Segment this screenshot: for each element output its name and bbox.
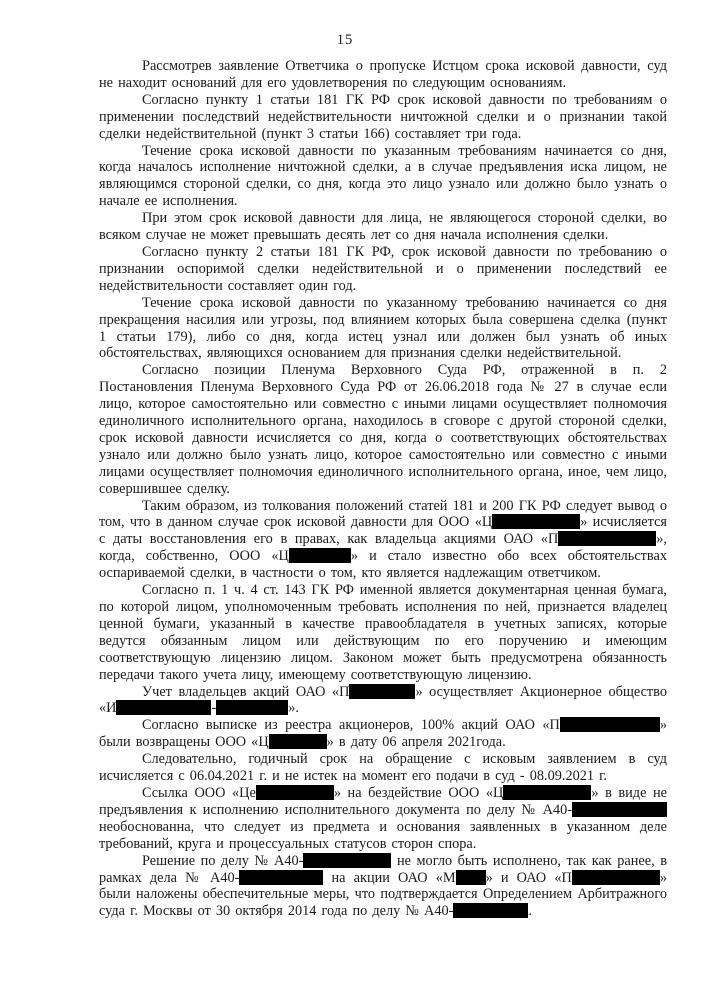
redaction-box bbox=[269, 734, 327, 749]
redaction-box bbox=[216, 700, 288, 715]
redaction-box bbox=[289, 548, 351, 563]
redaction-box bbox=[256, 785, 334, 800]
paragraph: Согласно пункту 2 статьи 181 ГК РФ, срок исковой давности по требованию о признании оспоримой сделки недействительной и о применении последствий ее недействительности составляет один год. bbox=[99, 243, 667, 294]
page-number: 15 bbox=[336, 32, 354, 48]
redaction-box bbox=[116, 700, 211, 715]
paragraph: Течение срока исковой давности по указанному требованию начинается со дня прекращения насилия или угрозы, под влиянием которых была совершена сделка (пункт 1 статьи 179), либо со дня, когда истец узнал или должен был узнать об иных обстоятельствах, являющихся основанием для признания сделки недействительной. bbox=[99, 294, 667, 362]
paragraph: Ссылка ООО «Це » на бездействие ООО «Ц » в виде не предъявления к исполнению исполнительного документа по делу № А40- необоснованна, что следует из предмета и основания заявленных в указанном деле требований, круга и процессуальных статусов сторон спора. bbox=[99, 784, 667, 852]
document-body bbox=[99, 58, 667, 920]
paragraph: Решение по делу № А40- не могло быть исполнено, так как ранее, в рамках дела № А40- на акции ОАО «М » и ОАО «П » были наложены обеспечительные меры, что подтверждается Определением Арбитражного суда г. Москвы от 30 октября 2014 года по делу № А40- . bbox=[99, 852, 667, 920]
paragraph: Согласно пункту 1 статьи 181 ГК РФ срок исковой давности по требованиям о применении последствий недействительности ничтожной сделки и о признании такой сделки недействительной (пункт 3 статьи 166) составляет три года. bbox=[99, 91, 667, 142]
paragraph: При этом срок исковой давности для лица, не являющегося стороной сделки, во всяком случае не может превышать десять лет со дня начала исполнения сделки. bbox=[99, 210, 667, 244]
redaction-box bbox=[239, 870, 323, 885]
redaction-box bbox=[572, 870, 660, 885]
redaction-box bbox=[572, 802, 667, 817]
paragraph: Таким образом, из толкования положений статей 181 и 200 ГК РФ следует вывод о том, что в данном случае срок исковой давности для ООО «Ц » исчисляется с даты восстановления его в правах, как владельца акциями ОАО «П », когда, собственно, ООО «Ц » и стало известно обо всех обстоятельствах оспариваемой сделки, в частности о том, кто является надлежащим ответчиком. bbox=[99, 497, 667, 582]
paragraph: Рассмотрев заявление Ответчика о пропуске Истцом срока исковой давности, суд не находит оснований для его удовлетворения по следующим основаниям. bbox=[99, 58, 667, 91]
paragraph: Согласно выписке из реестра акционеров, 100% акций ОАО «П » были возвращены ООО «Ц » в дату 06 апреля 2021года. bbox=[99, 717, 667, 751]
redaction-box bbox=[349, 684, 415, 699]
paragraph: Согласно п. 1 ч. 4 ст. 143 ГК РФ именной является документарная ценная бумага, по которой лицом, уполномоченным требовать исполнения по ней, признается владелец ценной бумаги, указанный в качестве правообладателя в учетных записях, которые ведутся обязанным лицом или действующим по его поручению и имеющим соответствующую лицензию лицом. Законом может быть предусмотрена обязанность передачи такого учета лицу, имеющему соответствующую лицензию. bbox=[99, 582, 667, 683]
redaction-box bbox=[303, 853, 391, 868]
paragraph: Течение срока исковой давности по указанным требованиям начинается со дня, когда началось исполнение ничтожной сделки, а в случае предъявления иска лицом, не являющимся стороной сделки, со дня, когда это лицо узнало или должно было узнать о начале ее исполнения. bbox=[99, 142, 667, 210]
paragraph: Учет владельцев акций ОАО «П » осуществляет Акционерное общество «И - ». bbox=[99, 683, 667, 717]
redaction-box bbox=[558, 531, 656, 546]
redaction-box bbox=[456, 870, 486, 885]
redaction-box bbox=[492, 514, 580, 529]
paragraph: Согласно позиции Пленума Верховного Суда РФ, отраженной в п. 2 Постановления Пленума Верховного Суда РФ от 26.06.2018 года № 27 в случае если лицо, которое самостоятельно или совместно с иными лицами осуществляет полномочия единоличного исполнительного органа, находилось в сговоре с другой стороной сделки, срок исковой давности исчисляется со дня, когда о соответствующих обстоятельствах узнало или должно было узнать лицо, которое самостоятельно или совместно с иными лицами осуществляет полномочия единоличного исполнительного органа, иное, чем лицо, совершившее сделку. bbox=[99, 362, 667, 497]
paragraph: Следовательно, годичный срок на обращение с исковым заявлением в суд исчисляется с 06.04.2021 г. и не истек на момент его подачи в суд - 08.09.2021 г. bbox=[99, 751, 667, 785]
redaction-box bbox=[560, 717, 660, 732]
redaction-box bbox=[453, 903, 528, 918]
redaction-box bbox=[503, 785, 591, 800]
